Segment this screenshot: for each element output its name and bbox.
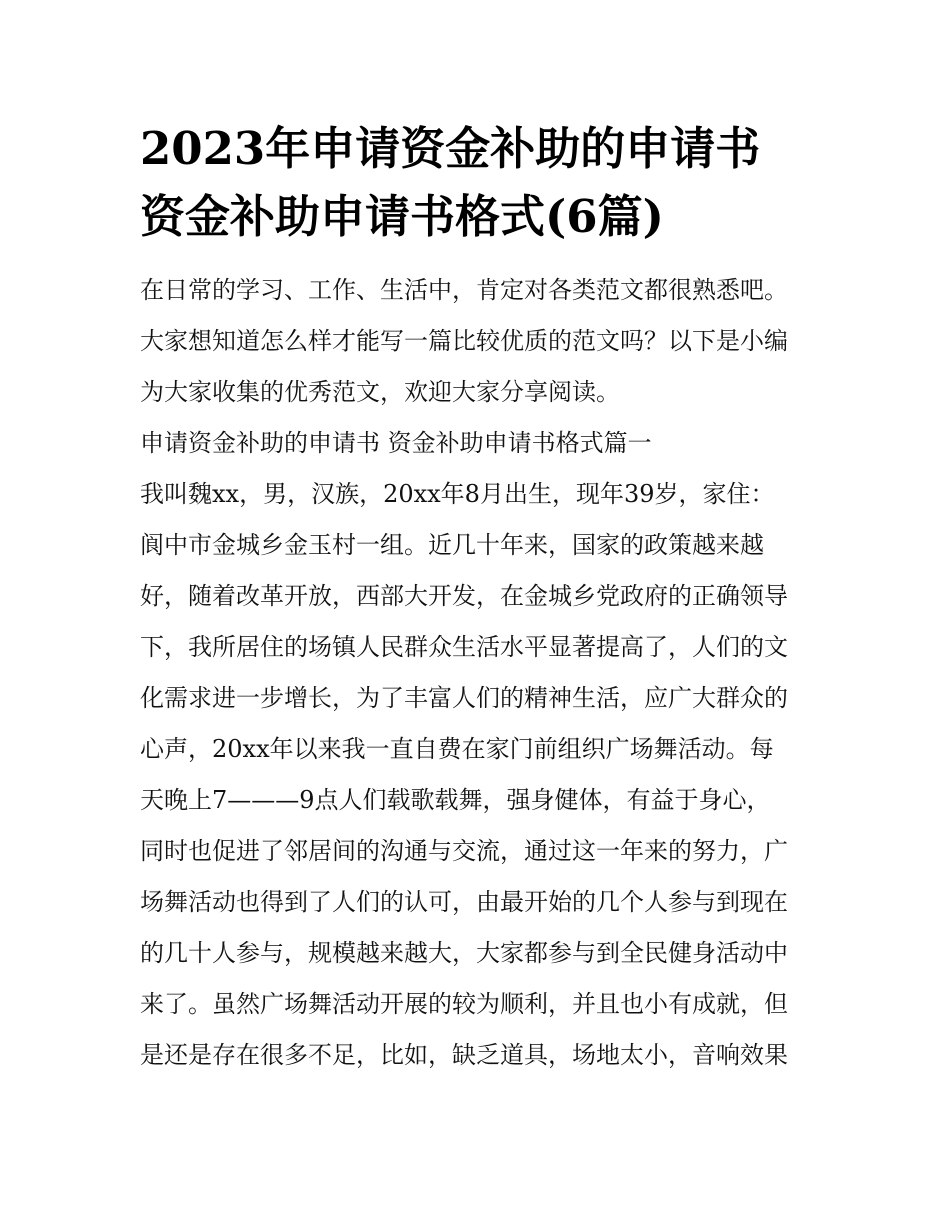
intro-line: 为大家收集的优秀范文，欢迎大家分享阅读。	[140, 378, 620, 406]
body-line: 同时也促进了邻居间的沟通与交流，通过这一年来的努力，广	[140, 837, 788, 865]
body-line: 来了。虽然广场舞活动开展的较为顺利，并且也小有成就，但	[140, 990, 788, 1018]
body-line: 好，随着改革开放，西部大开发，在金城乡党政府的正确领导	[140, 582, 788, 610]
body-line: 下，我所居住的场镇人民群众生活水平显著提高了，人们的文	[140, 633, 788, 661]
intro-line: 在日常的学习、工作、生活中，肯定对各类范文都很熟悉吧。	[140, 276, 788, 304]
body-line: 的几十人参与，规模越来越大，大家都参与到全民健身活动中	[140, 939, 788, 967]
body-line: 阆中市金城乡金玉村一组。近几十年来，国家的政策越来越	[140, 531, 764, 559]
body-line: 天晚上7———9点人们载歌载舞，强身健体，有益于身心，	[140, 786, 771, 814]
body-line: 心声，20xx年以来我一直自费在家门前组织广场舞活动。每	[140, 735, 774, 763]
title-line-1: 2023年申请资金补助的申请书	[140, 122, 761, 175]
body-line: 是还是存在很多不足，比如，缺乏道具，场地太小，音响效果	[140, 1041, 788, 1069]
body-line: 我叫魏xx，男，汉族，20xx年8月出生，现年39岁，家住：	[140, 480, 775, 508]
title-line-2: 资金补助申请书格式(6篇)	[140, 190, 664, 243]
document-page	[140, 115, 820, 1081]
document-body	[140, 265, 820, 1081]
section-heading: 申请资金补助的申请书 资金补助申请书格式篇一	[140, 429, 652, 457]
document-title	[140, 115, 820, 251]
body-line: 化需求进一步增长，为了丰富人们的精神生活，应广大群众的	[140, 684, 788, 712]
intro-line: 大家想知道怎么样才能写一篇比较优质的范文吗？以下是小编	[140, 327, 788, 355]
body-line: 场舞活动也得到了人们的认可，由最开始的几个人参与到现在	[140, 888, 788, 916]
